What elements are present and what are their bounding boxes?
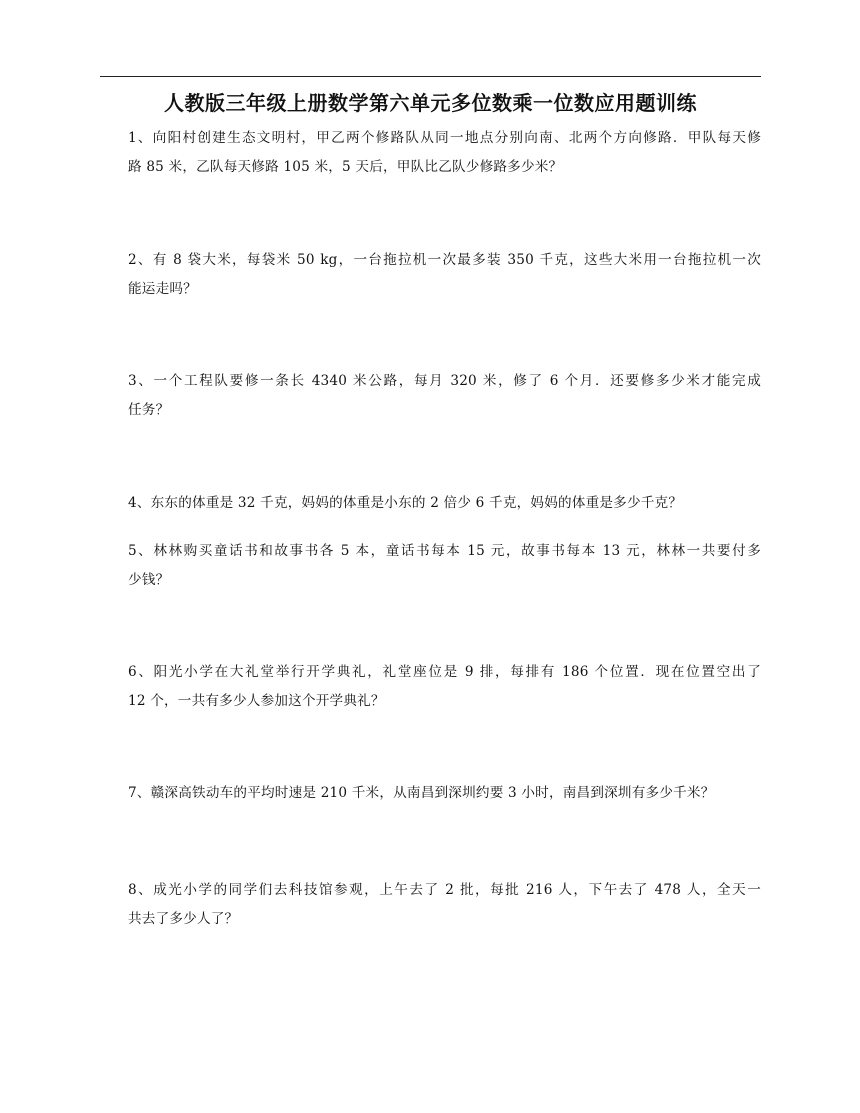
question-line: 8、成光小学的同学们去科技馆参观，上午去了 2 批，每批 216 人，下午去了 478 人，全天一 bbox=[128, 882, 761, 898]
question-8 bbox=[128, 876, 761, 934]
question-line: 5、林林购买童话书和故事书各 5 本，童话书每本 15 元，故事书每本 13 元，林林一共要付多 bbox=[128, 543, 761, 559]
question-line: 4、东东的体重是 32 千克，妈妈的体重是小东的 2 倍少 6 千克，妈妈的体重是多少千克？ bbox=[128, 495, 683, 511]
header-rule bbox=[100, 76, 761, 77]
question-line: 7、赣深高铁动车的平均时速是 210 千米，从南昌到深圳约要 3 小时，南昌到深圳有多少千米？ bbox=[128, 785, 715, 801]
worksheet-title: 人教版三年级上册数学第六单元多位数乘一位数应用题训练 bbox=[164, 91, 697, 115]
question-5 bbox=[128, 537, 761, 595]
question-line: 路 85 米，乙队每天修路 105 米，5 天后，甲队比乙队少修路多少米？ bbox=[128, 159, 563, 175]
question-4 bbox=[128, 489, 761, 518]
question-line: 3、一个工程队要修一条长 4340 米公路，每月 320 米，修了 6 个月．还要修多少米才能完成 bbox=[128, 373, 761, 389]
question-line: 能运走吗？ bbox=[128, 281, 197, 297]
question-line: 2、有 8 袋大米，每袋米 50 kg，一台拖拉机一次最多装 350 千克，这些大米用一台拖拉机一次 bbox=[128, 252, 761, 268]
question-2 bbox=[128, 246, 761, 304]
question-1 bbox=[128, 124, 761, 182]
question-line: 少钱？ bbox=[128, 572, 170, 588]
question-line: 任务？ bbox=[128, 402, 170, 418]
question-line: 12 个，一共有多少人参加这个开学典礼？ bbox=[128, 693, 385, 709]
question-line: 共去了多少人了？ bbox=[128, 911, 239, 927]
question-line: 6、阳光小学在大礼堂举行开学典礼，礼堂座位是 9 排，每排有 186 个位置．现在位置空出了 bbox=[128, 664, 761, 680]
question-3 bbox=[128, 367, 761, 425]
question-7 bbox=[128, 779, 761, 808]
question-6 bbox=[128, 658, 761, 716]
question-line: 1、向阳村创建生态文明村，甲乙两个修路队从同一地点分别向南、北两个方向修路．甲队每天修 bbox=[128, 130, 761, 146]
